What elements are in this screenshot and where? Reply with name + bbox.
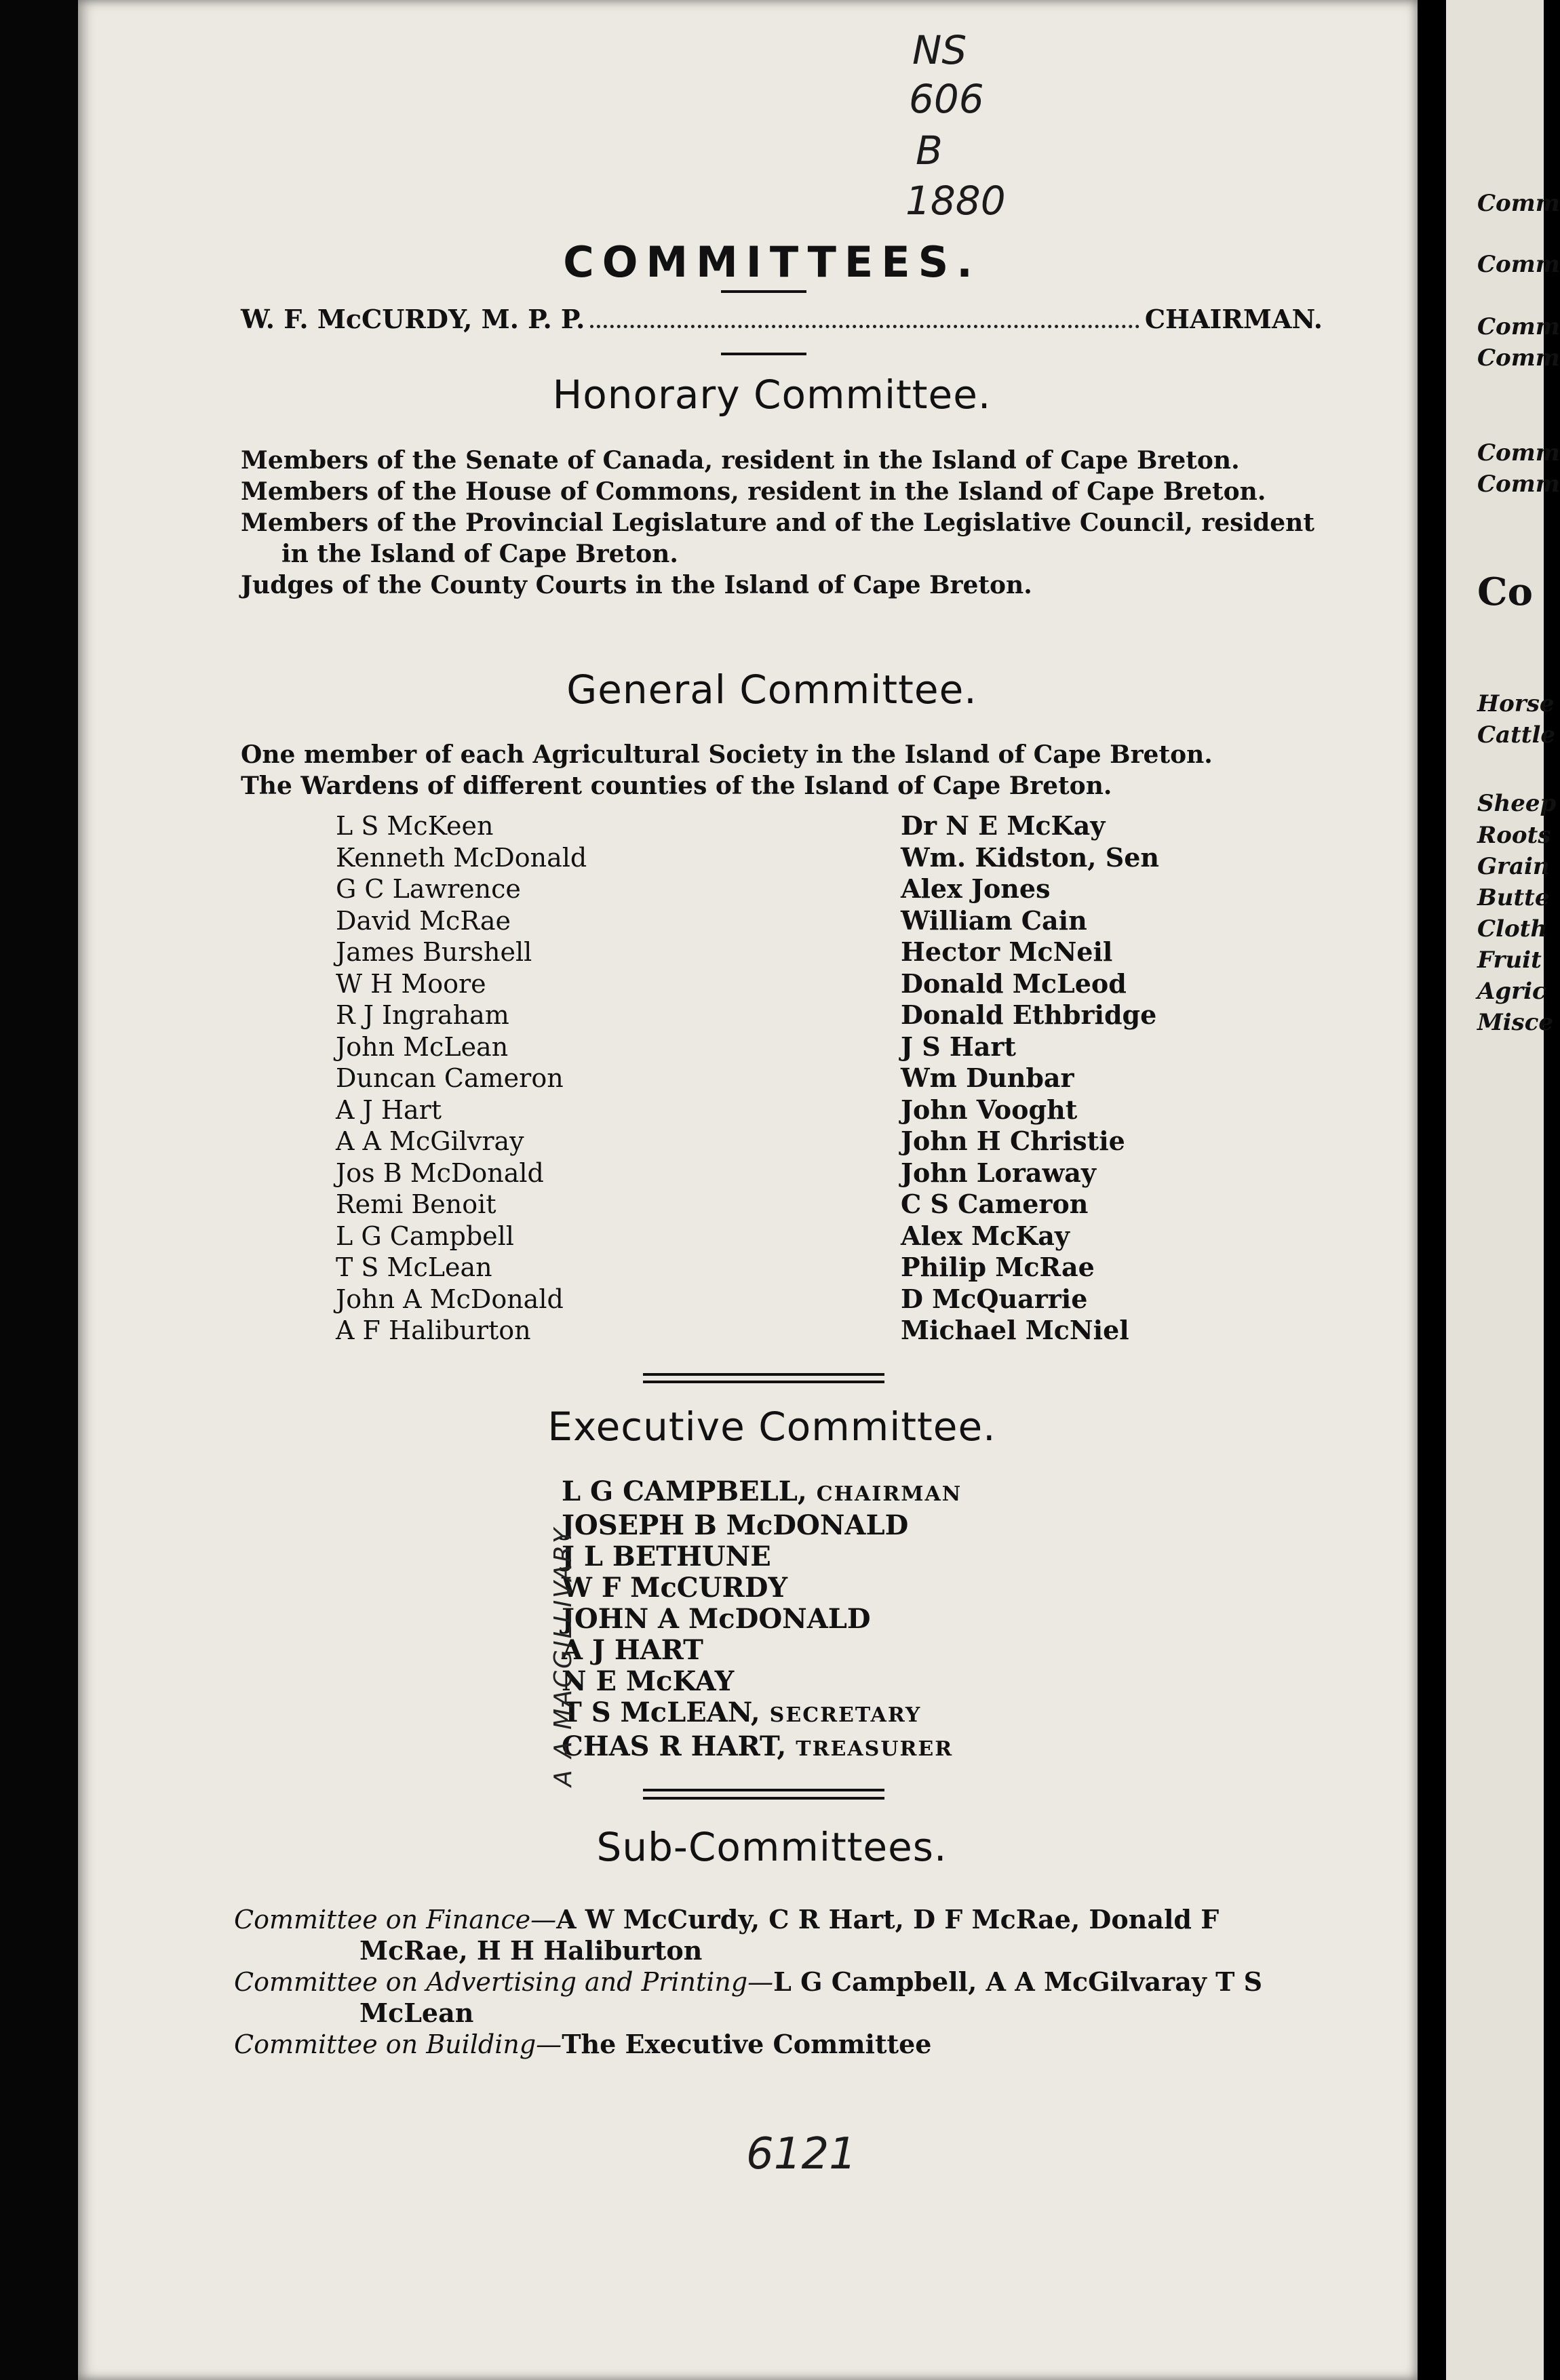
adjacent-fragment: Cloth bbox=[1477, 915, 1548, 943]
adjacent-fragment: Comm bbox=[1477, 471, 1560, 498]
list-item: G C Lawrence bbox=[336, 874, 521, 904]
section-rule bbox=[643, 1789, 884, 1791]
section-rule bbox=[643, 1797, 884, 1800]
adjacent-fragment: Fruit bbox=[1477, 947, 1542, 974]
honorary-line: Members of the Senate of Canada, resident in the Island of Cape Breton. bbox=[241, 446, 1240, 475]
list-item: John A McDonald bbox=[336, 1284, 564, 1314]
honorary-line: Judges of the County Courts in the Island of Cape Breton. bbox=[241, 571, 1032, 599]
adjacent-fragment: Co bbox=[1477, 570, 1533, 614]
scan-border-left bbox=[0, 0, 78, 2380]
list-item: Duncan Cameron bbox=[336, 1063, 564, 1093]
executive-member: W F McCURDY bbox=[562, 1572, 788, 1604]
adjacent-fragment: Misce bbox=[1477, 1009, 1554, 1036]
sub-committee-finance: Committee on Finance—A W McCurdy, C R Hart, D F McRae, Donald F McRae, H H Haliburton bbox=[234, 1904, 1220, 1966]
general-names-left bbox=[336, 810, 587, 1347]
list-item: David McRae bbox=[336, 905, 511, 936]
title-rule bbox=[721, 290, 806, 293]
chairman-role: CHAIRMAN. bbox=[1144, 304, 1323, 334]
handwritten-catalog-line: NS bbox=[912, 27, 967, 73]
handwritten-catalog-line: 606 bbox=[909, 76, 984, 122]
adjacent-fragment: Comm bbox=[1477, 313, 1560, 340]
list-item: J S Hart bbox=[901, 1031, 1016, 1062]
list-item: James Burshell bbox=[336, 937, 532, 967]
executive-member: J L BETHUNE bbox=[562, 1541, 771, 1572]
list-item: John Loraway bbox=[901, 1157, 1096, 1188]
executive-member: L G CAMPBELL, CHAIRMAN bbox=[562, 1475, 962, 1507]
executive-member: JOSEPH B McDONALD bbox=[562, 1509, 909, 1541]
list-item: Michael McNiel bbox=[901, 1315, 1129, 1345]
general-text bbox=[241, 739, 1213, 801]
adjacent-fragment: Horse bbox=[1477, 690, 1555, 717]
sub-committees-heading: Sub-Committees. bbox=[596, 1824, 948, 1870]
list-item: John Vooght bbox=[901, 1094, 1078, 1125]
list-item: Wm. Kidston, Sen bbox=[901, 841, 1160, 873]
list-item: Donald Ethbridge bbox=[901, 999, 1157, 1030]
list-item: W H Moore bbox=[336, 968, 486, 999]
adjacent-fragment: Comm bbox=[1477, 190, 1560, 217]
list-item: L G Campbell bbox=[336, 1221, 514, 1251]
honorary-heading: Honorary Committee. bbox=[552, 372, 992, 418]
executive-member: JOHN A McDONALD bbox=[562, 1603, 871, 1635]
list-item: Philip McRae bbox=[901, 1252, 1095, 1282]
section-rule bbox=[643, 1373, 884, 1376]
list-item: C S Cameron bbox=[901, 1189, 1089, 1219]
adjacent-fragment: Comm bbox=[1477, 344, 1560, 372]
list-item: Donald McLeod bbox=[901, 968, 1127, 999]
honorary-text bbox=[241, 445, 1314, 601]
list-item: Kenneth McDonald bbox=[336, 842, 587, 873]
chairman-name: W. F. McCURDY, M. P. P. bbox=[241, 304, 585, 334]
general-names-right bbox=[901, 810, 1159, 1347]
list-item: John H Christie bbox=[901, 1126, 1125, 1156]
executive-list bbox=[562, 1476, 962, 1765]
list-item: L S McKeen bbox=[336, 811, 494, 841]
sub-committee-advertising: Committee on Advertising and Printing—L G Campbell, A A McGilvaray T S McLean bbox=[234, 1966, 1263, 2028]
honorary-line: in the Island of Cape Breton. bbox=[281, 540, 678, 568]
adjacent-fragment: Roots bbox=[1477, 822, 1551, 849]
list-item: A F Haliburton bbox=[336, 1315, 531, 1345]
list-item: Alex McKay bbox=[901, 1220, 1070, 1251]
list-item: Alex Jones bbox=[901, 873, 1051, 904]
list-item: A A McGilvray bbox=[336, 1126, 524, 1156]
handwritten-margin-name: A A MACGILLIVARY bbox=[549, 1526, 577, 1787]
executive-heading: Executive Committee. bbox=[547, 1404, 996, 1450]
adjacent-page-edge bbox=[1446, 0, 1560, 2380]
list-item: Jos B McDonald bbox=[336, 1157, 544, 1188]
list-item: Wm Dunbar bbox=[901, 1063, 1074, 1093]
list-item: D McQuarrie bbox=[901, 1283, 1088, 1314]
handwritten-catalog-line: 1880 bbox=[905, 178, 1006, 224]
list-item: T S McLean bbox=[336, 1252, 492, 1282]
executive-member: T S McLEAN, SECRETARY bbox=[562, 1697, 922, 1728]
adjacent-fragment: Agric bbox=[1477, 978, 1546, 1005]
page-gutter bbox=[1418, 0, 1446, 2380]
honorary-line: Members of the House of Commons, resident in the Island of Cape Breton. bbox=[241, 477, 1266, 506]
executive-member: CHAS R HART, TREASURER bbox=[562, 1730, 954, 1762]
dot-leader bbox=[590, 325, 1139, 328]
honorary-line: Members of the Provincial Legislature and of the Legislative Council, resident bbox=[241, 509, 1314, 537]
list-item: Dr N E McKay bbox=[901, 810, 1106, 841]
adjacent-fragment: Cattle bbox=[1477, 721, 1556, 749]
list-item: R J Ingraham bbox=[336, 1000, 509, 1030]
handwritten-catalog-line: B bbox=[916, 127, 943, 174]
section-rule bbox=[643, 1381, 884, 1383]
list-item: A J Hart bbox=[336, 1094, 442, 1125]
list-item: John McLean bbox=[336, 1031, 509, 1062]
general-line: One member of each Agricultural Society in the Island of Cape Breton. bbox=[241, 740, 1213, 769]
chairman-row bbox=[241, 304, 1323, 334]
executive-member: A J HART bbox=[562, 1634, 703, 1666]
adjacent-fragment: Grain bbox=[1477, 853, 1550, 880]
list-item: Remi Benoit bbox=[336, 1189, 496, 1219]
adjacent-fragment: Sheep bbox=[1477, 790, 1557, 817]
page-title: COMMITTEES. bbox=[563, 237, 981, 287]
general-line: The Wardens of different counties of the Island of Cape Breton. bbox=[241, 772, 1112, 800]
adjacent-fragment: Comm bbox=[1477, 439, 1560, 467]
list-item: Hector McNeil bbox=[901, 936, 1113, 967]
executive-member: N E McKAY bbox=[562, 1665, 735, 1697]
adjacent-fragment: Comm bbox=[1477, 251, 1560, 278]
adjacent-fragment: Butte bbox=[1477, 884, 1550, 911]
handwritten-page-number: 6121 bbox=[746, 2129, 857, 2179]
section-rule bbox=[721, 353, 806, 355]
general-heading: General Committee. bbox=[566, 667, 977, 713]
list-item: William Cain bbox=[901, 905, 1087, 936]
sub-committee-building: Committee on Building—The Executive Committee bbox=[234, 2029, 932, 2059]
